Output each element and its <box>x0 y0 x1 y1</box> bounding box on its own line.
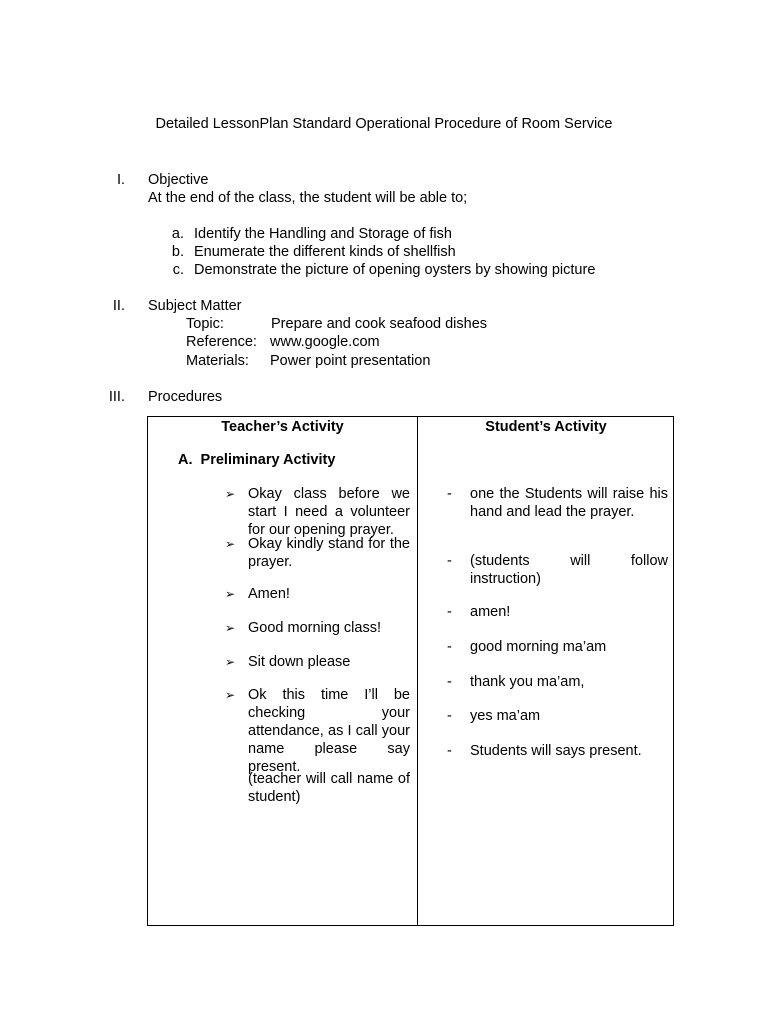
reference-label: Reference: <box>186 334 257 350</box>
dash-bullet: - <box>447 674 452 690</box>
objective-letter: b. <box>171 244 184 260</box>
document-title: Detailed LessonPlan Standard Operational Procedure of Room Service <box>155 116 613 132</box>
objective-item: Demonstrate the picture of opening oysters by showing picture <box>194 262 596 278</box>
section-heading-objective: Objective <box>148 172 209 188</box>
student-activity-item: (students will follow instruction) <box>470 553 668 587</box>
teacher-activity-item: Okay kindly stand for the prayer. <box>248 536 410 570</box>
student-activity-header: Student’s Activity <box>485 419 607 435</box>
teacher-activity-note: (teacher will call name of student) <box>248 771 410 805</box>
arrow-bullet-icon: ➢ <box>225 587 236 601</box>
teacher-activity-item: Okay class before we start I need a volunteer for our opening prayer. <box>248 486 410 538</box>
teacher-activity-item: Good morning class! <box>248 620 381 636</box>
arrow-bullet-icon: ➢ <box>225 655 236 669</box>
arrow-bullet-icon: ➢ <box>225 688 236 702</box>
reference-value: www.google.com <box>270 334 380 350</box>
section-numeral-procedures: III. <box>108 389 125 405</box>
objective-intro: At the end of the class, the student will be able to; <box>148 190 468 206</box>
section-heading-procedures: Procedures <box>148 389 223 405</box>
teacher-activity-item: Sit down please <box>248 654 351 670</box>
student-activity-item: yes ma’am <box>470 708 541 724</box>
preliminary-activity-heading: A. Preliminary Activity <box>178 452 336 468</box>
teacher-activity-item: Amen! <box>248 586 290 602</box>
topic-label: Topic: <box>186 316 224 332</box>
dash-bullet: - <box>447 553 452 569</box>
objective-item: Enumerate the different kinds of shellfish <box>194 244 456 260</box>
section-heading-subject: Subject Matter <box>148 298 242 314</box>
objective-letter: c. <box>172 262 184 278</box>
student-activity-item: good morning ma’am <box>470 639 607 655</box>
student-activity-item: amen! <box>470 604 511 620</box>
student-activity-item: Students will says present. <box>470 743 642 759</box>
dash-bullet: - <box>447 639 452 655</box>
dash-bullet: - <box>447 708 452 724</box>
dash-bullet: - <box>447 743 452 759</box>
topic-value: Prepare and cook seafood dishes <box>271 316 488 332</box>
section-numeral-objective: I. <box>116 172 125 188</box>
objective-letter: a. <box>171 226 184 242</box>
arrow-bullet-icon: ➢ <box>225 621 236 635</box>
arrow-bullet-icon: ➢ <box>225 487 236 501</box>
materials-value: Power point presentation <box>270 353 431 369</box>
dash-bullet: - <box>447 604 452 620</box>
table-divider <box>417 417 418 925</box>
student-activity-item: thank you ma’am, <box>470 674 585 690</box>
arrow-bullet-icon: ➢ <box>225 537 236 551</box>
materials-label: Materials: <box>186 353 249 369</box>
teacher-activity-item: Ok this time I’ll be checking your attendance, as I call your name please say present. <box>248 687 410 775</box>
teacher-activity-header: Teacher’s Activity <box>221 419 344 435</box>
section-numeral-subject: II. <box>112 298 125 314</box>
student-activity-item: one the Students will raise his hand and lead the prayer. <box>470 486 668 520</box>
activity-table <box>147 416 674 926</box>
dash-bullet: - <box>447 486 452 502</box>
objective-item: Identify the Handling and Storage of fish <box>194 226 452 242</box>
